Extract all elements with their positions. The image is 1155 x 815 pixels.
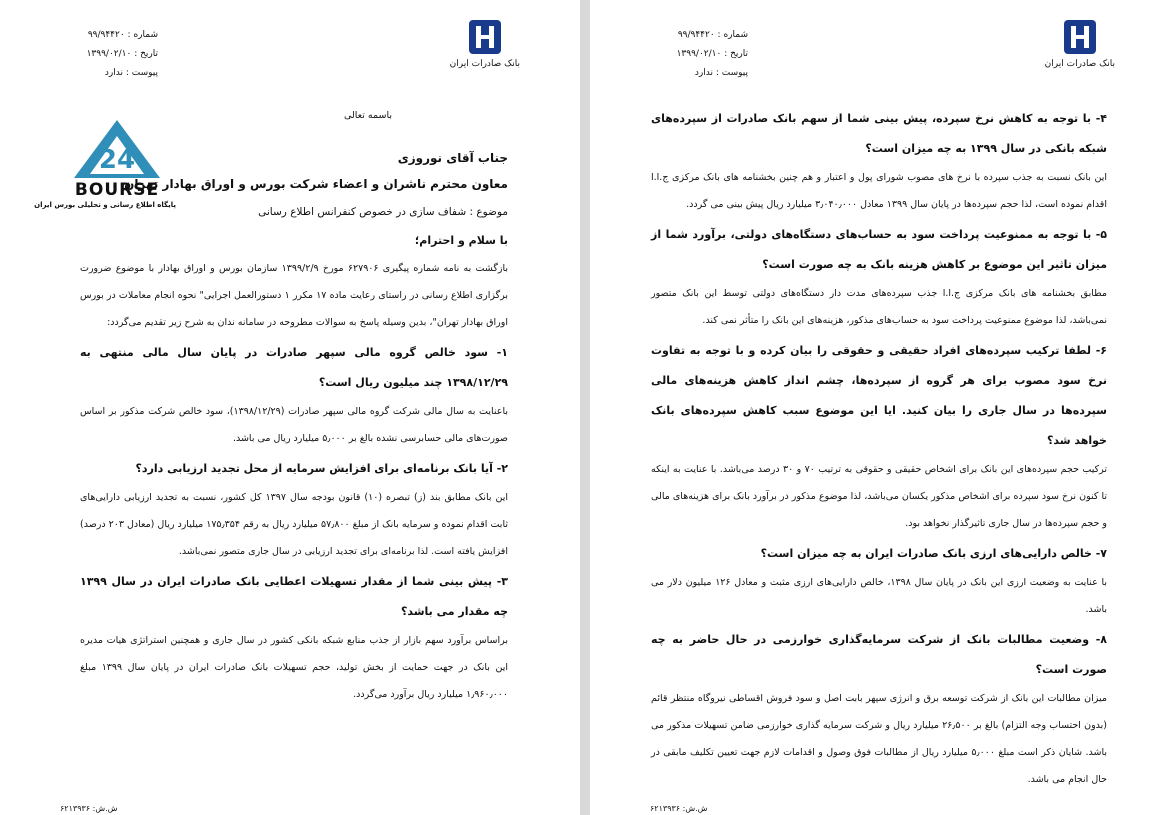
bank-emblem-icon	[1064, 20, 1096, 54]
answer-1: باعنایت به سال مالی شرکت گروه مالی سپهر صادرات (۱۳۹۸/۱۲/۲۹)، سود خالص شرکت مذکور بر اساس صورت‌های مالی حسابرسی نشده بالغ بر ۵٫۰۰۰ میلیارد ریال می باشد.	[80, 406, 508, 444]
answer-7: با عنایت به وضعیت ارزی این بانک در پایان سال ۱۳۹۸، خالص دارایی‌های ارزی مثبت و معادل ۱۲۶ میلیون دلار می باشد.	[651, 577, 1107, 615]
bourse-tagline: پایگاه اطلاع رسانی و تحلیلی بورس ایران	[34, 201, 176, 209]
letter-body-2	[651, 102, 1107, 793]
salutation: باسمه تعالی	[343, 110, 393, 121]
footer-code: ش.ش: ۶۲۱۳۹۳۶	[60, 804, 118, 813]
bank-name: بانک صادرات ایران	[449, 59, 520, 69]
letter-header-info	[48, 26, 158, 83]
question-2: ۲- آیا بانک برنامه‌ای برای افزایش سرمایه از محل تجدید ارزیابی دارد؟	[135, 462, 508, 475]
letter-date: تاریخ : ۱۳۹۹/۰۲/۱۰	[676, 49, 748, 59]
answer-2: این بانک مطابق بند (ز) تبصره (۱۰) قانون بودجه سال ۱۳۹۷ کل کشور، نسبت به تجدید ارزیابی دارایی‌های ثابت اقدام نموده و سرمایه بانک از مبلغ ۵۷٫۸۰۰ میلیارد ریال به رقم ۱۷۵٫۳۵۴ میلیارد ریال (معادل ۲۰۳ درصد) افزایش یافته است. لذا برنامه‌ای برای تجدید ارزیابی در سال جاری متصور نمی‌باشد.	[80, 492, 508, 557]
question-8: ۸- وضعیت مطالبات بانک از شرکت سرمایه‌گذاری خوارزمی در حال حاضر به چه صورت است؟	[651, 633, 1107, 676]
bank-saderat-logo	[450, 20, 520, 69]
letter-attachment: پیوست : ندارد	[104, 68, 158, 78]
letter-date: تاریخ : ۱۳۹۹/۰۲/۱۰	[86, 49, 158, 59]
question-4: ۴- با توجه به کاهش نرخ سپرده، پیش بینی شما از سهم بانک صادرات از سپرده‌های شبکه بانکی در سال ۱۳۹۹ به چه میزان است؟	[651, 112, 1107, 155]
letter-number: شماره : ۹۹/۹۴۴۲۰	[677, 30, 748, 40]
footer-code: ش.ش: ۶۲۱۳۹۳۶	[650, 804, 708, 813]
bank-emblem-icon	[469, 20, 501, 54]
greeting: با سلام و احترام؛	[414, 234, 508, 247]
answer-8: میزان مطالبات این بانک از شرکت توسعه برق و انرژی سپهر بابت اصل و سود فروش اقساطی نیروگاه منتظر قائم (بدون احتساب وجه التزام) بالغ بر ۲۶٫۵۰۰ میلیارد ریال و شرکت سرمایه گذاری خوارزمی ضامن تسهیلات مذکور می باشد. شایان ذکر است مبلغ ۵٫۰۰۰ میلیارد ریال از مطالبات فوق وصول و اقدامات لازم جهت تعیین تکلیف مابقی در حال انجام می باشد.	[651, 693, 1107, 785]
svg-text:24: 24	[98, 145, 136, 175]
question-1: ۱- سود خالص گروه مالی سپهر صادرات در پایان سال مالی منتهی به ۱۳۹۸/۱۲/۲۹ چند میلیون ریال است؟	[80, 346, 508, 389]
bank-name: بانک صادرات ایران	[1044, 59, 1115, 69]
letter-attachment: پیوست : ندارد	[694, 68, 748, 78]
letter-page-2	[590, 0, 1155, 815]
letter-subject: موضوع : شفاف سازی در خصوص کنفرانس اطلاع رسانی	[258, 206, 508, 218]
recipient-title: معاون محترم ناشران و اعضاء شرکت بورس و اوراق بهادار تهران	[124, 177, 508, 191]
question-3: ۳- پیش بینی شما از مقدار تسهیلات اعطایی بانک صادرات ایران در سال ۱۳۹۹ چه مقدار می باشد؟	[80, 575, 508, 618]
intro-paragraph: بازگشت به نامه شماره پیگیری ۶۲۷۹۰۶ مورخ ۱۳۹۹/۲/۹ سازمان بورس و اوراق بهادار با موضوع ضرورت برگزاری اطلاع رسانی در راستای رعایت ماده ۱۷ مکرر ۱ دستورالعمل اجرایی" نحوه انجام معاملات در بورس اوراق بهادار تهران"، بدین وسیله پاسخ به سوالات مطروحه در سامانه ندان به شرح زیر تقدیم می‌گردد:	[80, 263, 508, 328]
question-7: ۷- خالص دارایی‌های ارزی بانک صادرات ایران به چه میزان است؟	[760, 547, 1107, 560]
answer-6: ترکیب حجم سپرده‌های این بانک برای اشخاص حقیقی و حقوقی به ترتیب ۷۰ و ۳۰ درصد می‌باشد. با عنایت به اینکه تا کنون نرخ سود سپرده برای اشخاص مذکور یکسان می‌باشد، لذا موضوع مذکور در برآورد بانک برای هزینه‌های مالی و حجم سپرده‌ها در سال جاری تاثیرگذار نخواهد بود.	[651, 464, 1108, 529]
answer-4: این بانک نسبت به جذب سپرده با نرخ های مصوب شورای پول و اعتبار و هم چنین بخشنامه های بانک مرکزی ج.ا.ا اقدام نموده است، لذا حجم سپرده‌ها در پایان سال ۱۳۹۹ معادل ۳٫۰۴۰٫۰۰۰ میلیارد ریال پیش بینی می گردد.	[651, 172, 1107, 210]
answer-3: براساس برآورد سهم بازار از جذب منابع شبکه بانکی کشور در سال جاری و همچنین استراتژی هیات مدیره این بانک در جهت حمایت از بخش تولید، حجم تسهیلات بانک صادرات ایران در پایان سال ۱۳۹۹ مبلغ ۱٫۹۶۰٫۰۰۰ میلیارد ریال برآورد می‌گردد.	[80, 635, 508, 700]
letter-body-1	[80, 102, 508, 708]
question-5: ۵- با توجه به ممنوعیت پرداخت سود به حساب‌های دستگاه‌های دولتی، برآورد شما از میزان تاثیر این موضوع بر کاهش هزینه بانک به چه صورت است؟	[651, 228, 1107, 271]
bank-saderat-logo	[1045, 20, 1115, 69]
recipient-name: جناب آقای نوروزی	[397, 151, 508, 165]
question-6: ۶- لطفا ترکیب سپرده‌های افراد حقیقی و حقوقی را بیان کرده و با توجه به تفاوت نرخ سود مصوب برای هر گروه از سپرده‌ها، چشم انداز کاهش هزینه‌های مالی سپرده‌ها در سال جاری را بیان کنید. ایا این موضوع سبب کاهش سپرده‌های بانک خواهد شد؟	[651, 344, 1107, 447]
bourse-brand: BOURSE	[74, 180, 160, 200]
answer-5: مطابق بخشنامه های بانک مرکزی ج.ا.ا جذب سپرده‌های مدت دار دستگاه‌های دولتی توسط این بانک متصور نمی‌باشد، لذا موضوع ممنوعیت پرداخت سود به حساب‌های مذکور، هزینه‌های این بانک را متأثر نمی کند.	[651, 288, 1107, 326]
letter-header-info	[638, 26, 748, 83]
letter-number: شماره : ۹۹/۹۴۴۲۰	[87, 30, 158, 40]
